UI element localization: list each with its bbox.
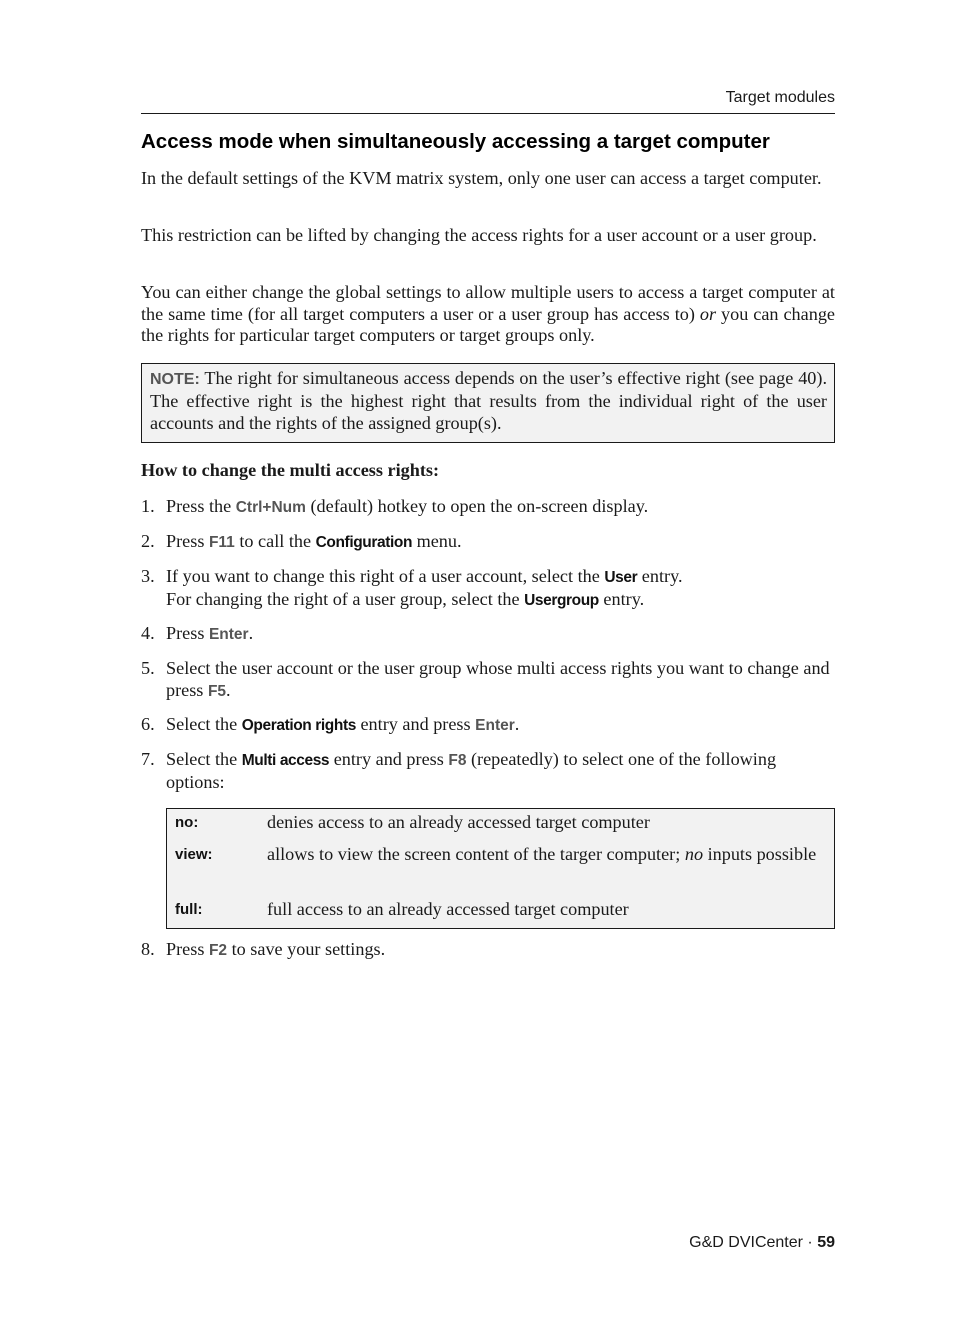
option-text-part: inputs possible <box>707 844 817 864</box>
key-f11: F11 <box>208 534 235 551</box>
note-text <box>150 368 827 434</box>
note-label: NOTE: <box>150 371 200 388</box>
step-text-part: Select the <box>166 714 238 734</box>
step-number: 1. <box>141 496 155 516</box>
entry-operation-rights: Operation rights <box>241 717 356 734</box>
running-header: Target modules <box>725 89 835 106</box>
key-f2: F2 <box>208 942 228 959</box>
paragraph-default-settings: In the default settings of the KVM matrix system, only one user can access a target computer. <box>141 168 822 188</box>
option-row-view <box>167 841 834 895</box>
entry-multi-access: Multi access <box>241 752 330 769</box>
paragraph-text-part: you can change the rights for particular target computers or target groups only. <box>141 303 835 345</box>
option-key: view: <box>175 846 213 863</box>
note-box <box>141 363 835 443</box>
emphasis-or: or <box>699 303 717 324</box>
step-text-part: . <box>514 714 520 734</box>
step-text-part: entry. <box>641 566 683 586</box>
step-number: 2. <box>141 531 155 551</box>
step-number: 5. <box>141 658 155 678</box>
step-text <box>166 566 835 611</box>
step-text-part: . <box>248 623 254 643</box>
step-text-part: Press the <box>166 496 232 516</box>
step-text <box>166 658 835 702</box>
step-number: 3. <box>141 566 155 586</box>
step-text <box>166 623 835 646</box>
step-text-part: to call the <box>239 531 312 551</box>
option-description: full access to an already accessed target computer <box>267 899 629 919</box>
step-number: 7. <box>141 749 155 769</box>
step-number: 8. <box>141 939 155 959</box>
options-table <box>166 808 835 929</box>
option-key: no: <box>175 814 199 831</box>
step-text-part: entry and press <box>360 714 471 734</box>
step-text-part: entry. <box>603 588 645 609</box>
step-text-part: (repeatedly) to select one of the following options: <box>166 749 777 792</box>
emphasis-no: no <box>684 844 704 864</box>
key-enter: Enter <box>208 626 249 643</box>
step-text-part: entry and press <box>333 749 444 769</box>
key-f8: F8 <box>448 752 467 769</box>
entry-usergroup: Usergroup <box>524 591 599 609</box>
step-text-part: If you want to change this right of a user account, select the <box>166 566 600 586</box>
section-title: Access mode when simultaneously accessing a target computer <box>141 130 770 153</box>
option-text-part: allows to view the screen content of the targer computer; <box>267 844 681 864</box>
key-enter: Enter <box>475 717 515 734</box>
step-text-part: Press <box>166 531 205 551</box>
option-description <box>267 844 827 866</box>
step-text-part: (default) hotkey to open the on-screen display. <box>310 496 649 516</box>
step-text-part: Press <box>166 939 205 959</box>
step-number: 4. <box>141 623 155 643</box>
howto-heading: How to change the multi access rights: <box>141 460 440 480</box>
step-text-part: . <box>226 679 231 700</box>
step-text-part: Select the user account or the user group whose multi access rights you want to change and press <box>166 658 830 700</box>
step-text-part: menu. <box>416 531 462 551</box>
menu-configuration: Configuration <box>315 534 413 551</box>
paragraph-global-settings <box>141 282 835 347</box>
option-row-no <box>167 809 834 839</box>
page-number: 59 <box>817 1234 835 1251</box>
paragraph-restriction: This restriction can be lifted by changing the access rights for a user account or a user group. <box>141 225 817 245</box>
hotkey-ctrl-num: Ctrl+Num <box>235 499 306 516</box>
paragraph-text-part: You can either change the global settings to allow multiple users to access a target computer at the same time (for all target computers a user or a user group has access to) <box>141 282 835 324</box>
option-key: full: <box>175 901 203 918</box>
header-rule <box>141 113 835 114</box>
step-text <box>166 749 835 793</box>
step-text <box>166 714 835 737</box>
step-text-part: to save your settings. <box>231 939 386 959</box>
step-number: 6. <box>141 714 155 734</box>
page-footer <box>689 1234 835 1252</box>
key-f5: F5 <box>207 682 227 700</box>
step-text-part: Select the <box>166 749 238 769</box>
note-body: The right for simultaneous access depends on the user’s effective right (see page 40). The effective right is the highest right that results from the individual right of the user accounts and the rights of the assigned group(s). <box>150 368 827 433</box>
option-description: denies access to an already accessed target computer <box>267 812 650 832</box>
option-row-full <box>167 896 834 928</box>
step-text-part: For changing the right of a user group, select the <box>166 588 520 609</box>
step-text <box>166 939 835 962</box>
step-text-part: Press <box>166 623 205 643</box>
footer-product: G&D DVICenter · <box>689 1234 813 1251</box>
step-text <box>166 531 835 554</box>
entry-user: User <box>604 569 638 586</box>
step-text <box>166 496 835 519</box>
